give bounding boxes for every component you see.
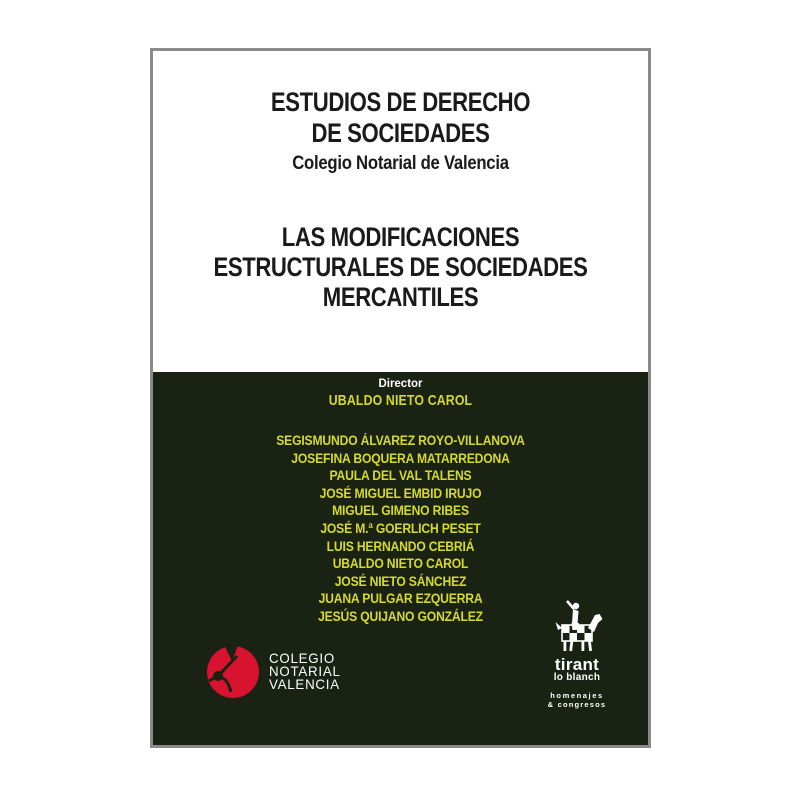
series-title-line1: ESTUDIOS DE DERECHO: [270, 87, 531, 117]
author-name: JOSÉ MIGUEL EMBID IRUJO: [319, 485, 482, 501]
author-name: UBALDO NIETO CAROL: [332, 556, 469, 572]
book-title-line3: MERCANTILES: [322, 282, 479, 312]
colegio-logo-line3: VALENCIA: [269, 676, 340, 692]
tirant-logo-name: tirant: [554, 655, 600, 674]
book-title-line2: ESTRUCTURALES DE SOCIEDADES: [213, 252, 588, 282]
author-name: JOSÉ M.ª GOERLICH PESET: [320, 520, 481, 536]
knight-icon: [549, 599, 605, 655]
author-name: JUANA PULGAR EZQUERRA: [318, 591, 483, 607]
cover-bottom-section: [153, 372, 648, 745]
authors-list: [178, 432, 624, 626]
author-name: JOSÉ NIETO SÁNCHEZ: [334, 573, 467, 589]
author-name: JESÚS QUIJANO GONZÁLEZ: [318, 608, 483, 624]
tirant-lo-blanch-logo: [521, 599, 633, 709]
author-name: LUIS HERNANDO CEBRIÁ: [326, 538, 475, 554]
director-name: UBALDO NIETO CAROL: [328, 392, 473, 409]
series-title: [198, 87, 604, 149]
book-title-line1: LAS MODIFICACIONES: [281, 222, 520, 252]
colegio-logo-line2: NOTARIAL: [269, 663, 341, 679]
author-name: MIGUEL GIMENO RIBES: [332, 503, 469, 519]
colegio-notarial-valencia-logo: [206, 645, 344, 699]
tirant-collection-line2: & congresos: [547, 700, 607, 709]
book-cover: [150, 48, 651, 748]
colegio-logo-text: [269, 652, 341, 691]
cover-top-section: [153, 51, 648, 372]
pen-circle-icon: [206, 645, 260, 699]
author-name: SEGISMUNDO ÁLVAREZ ROYO-VILLANOVA: [276, 433, 525, 448]
author-name: PAULA DEL VAL TALENS: [329, 468, 472, 484]
series-title-line2: DE SOCIEDADES: [311, 118, 490, 148]
tirant-logo-subname: lo blanch: [553, 672, 601, 683]
tirant-collection-line1: homenajes: [550, 691, 604, 700]
director-label: Director: [378, 378, 423, 390]
book-title: [198, 222, 604, 312]
colegio-logo-line1: COLEGIO: [269, 650, 335, 666]
author-name: JOSEFINA BOQUERA MATARREDONA: [291, 450, 510, 466]
series-subtitle: Colegio Notarial de Valencia: [292, 153, 509, 174]
